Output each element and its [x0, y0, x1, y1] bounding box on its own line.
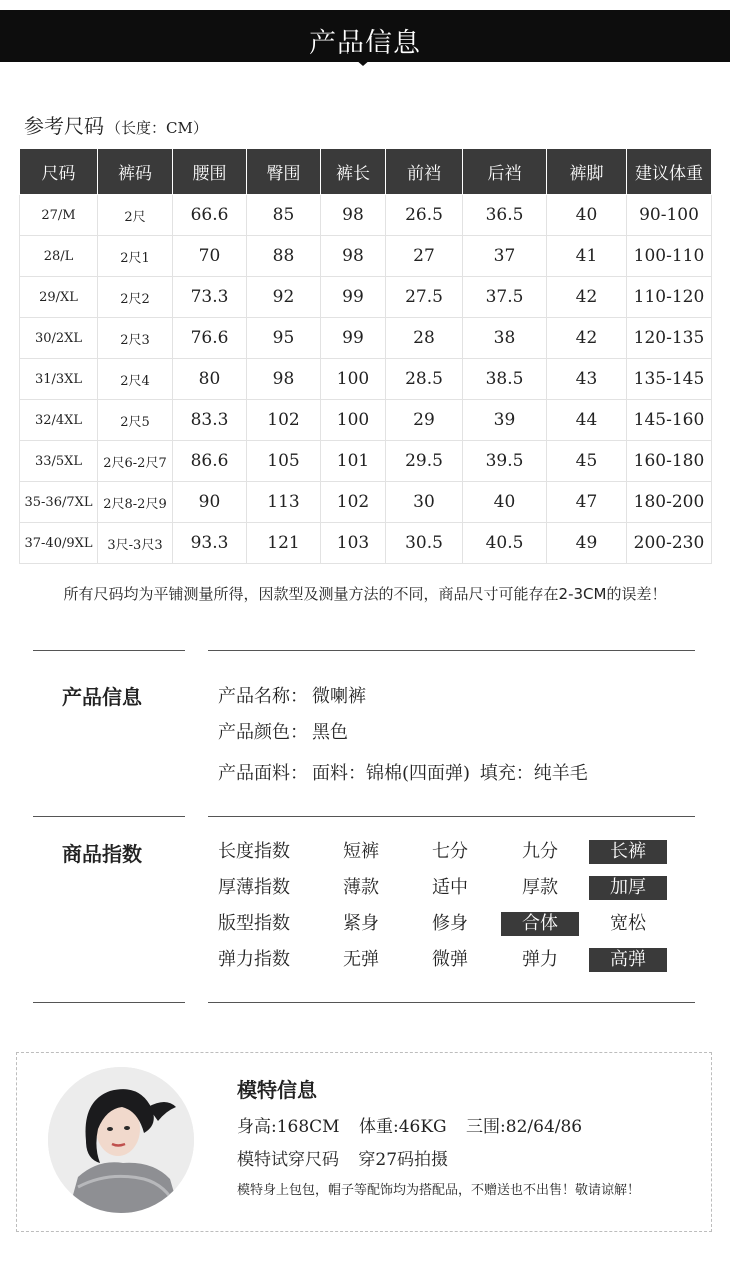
table-cell: 98 [321, 195, 386, 236]
column-header: 裤码 [98, 149, 173, 195]
table-cell: 33/5XL [20, 441, 98, 482]
product-fabric-value: 面料：锦棉(四面弹) [312, 763, 471, 784]
table-cell: 200-230 [627, 523, 712, 564]
product-color-label: 产品颜色： [218, 722, 308, 743]
table-cell: 101 [321, 441, 386, 482]
table-cell: 28 [386, 318, 463, 359]
table-cell: 102 [321, 482, 386, 523]
table-cell: 29/XL [20, 277, 98, 318]
table-cell: 47 [547, 482, 627, 523]
table-cell: 38.5 [463, 359, 547, 400]
divider [33, 650, 185, 651]
model-portrait-image [48, 1067, 194, 1213]
table-cell: 2尺4 [98, 359, 173, 400]
table-cell: 88 [247, 236, 321, 277]
table-cell: 80 [173, 359, 247, 400]
table-row [20, 318, 712, 359]
table-cell: 39.5 [463, 441, 547, 482]
index-option-selected: 长裤 [589, 840, 667, 864]
table-cell: 37-40/9XL [20, 523, 98, 564]
index-option: 弹力 [522, 949, 558, 970]
table-cell: 37 [463, 236, 547, 277]
banner-notch [347, 52, 379, 66]
unit-note: （长度：CM） [106, 119, 208, 137]
table-cell: 160-180 [627, 441, 712, 482]
table-cell: 38 [463, 318, 547, 359]
table-cell: 40.5 [463, 523, 547, 564]
divider [208, 650, 695, 651]
model-stats-line [237, 1112, 582, 1137]
model-fit-line [237, 1145, 448, 1170]
table-cell: 100 [321, 400, 386, 441]
table-cell: 180-200 [627, 482, 712, 523]
model-photo [48, 1067, 194, 1213]
table-cell: 29 [386, 400, 463, 441]
table-cell: 98 [247, 359, 321, 400]
table-cell: 40 [547, 195, 627, 236]
product-index-title: 商品指数 [62, 842, 142, 866]
product-fabric-line [218, 759, 588, 785]
table-cell: 43 [547, 359, 627, 400]
table-cell: 40 [463, 482, 547, 523]
product-name-line [218, 682, 366, 708]
size-table-header-row [20, 149, 712, 195]
table-cell: 90 [173, 482, 247, 523]
table-row [20, 236, 712, 277]
table-cell: 2尺8-2尺9 [98, 482, 173, 523]
table-cell: 42 [547, 318, 627, 359]
table-cell: 29.5 [386, 441, 463, 482]
table-row [20, 359, 712, 400]
index-option: 厚款 [522, 877, 558, 898]
table-cell: 41 [547, 236, 627, 277]
table-cell: 93.3 [173, 523, 247, 564]
table-cell: 86.6 [173, 441, 247, 482]
table-cell: 113 [247, 482, 321, 523]
table-cell: 76.6 [173, 318, 247, 359]
index-row-label: 版型指数 [218, 913, 290, 934]
divider [33, 1002, 185, 1003]
table-cell: 26.5 [386, 195, 463, 236]
product-color-value: 黑色 [312, 722, 348, 743]
index-row-label: 长度指数 [218, 841, 290, 862]
table-cell: 98 [321, 236, 386, 277]
divider [208, 816, 695, 817]
table-cell: 105 [247, 441, 321, 482]
index-option: 修身 [432, 913, 468, 934]
table-cell: 32/4XL [20, 400, 98, 441]
index-option: 薄款 [343, 877, 379, 898]
table-cell: 36.5 [463, 195, 547, 236]
table-cell: 2尺 [98, 195, 173, 236]
index-option: 适中 [432, 877, 468, 898]
column-header: 建议体重 [627, 149, 712, 195]
divider [208, 1002, 695, 1003]
size-disclaimer: 所有尺码均为平铺测量所得，因款型及测量方法的不同，商品尺寸可能存在2-3CM的误差！ [63, 585, 667, 603]
table-cell: 66.6 [173, 195, 247, 236]
column-header: 裤长 [321, 149, 386, 195]
product-name-label: 产品名称： [218, 686, 308, 707]
model-info-title: 模特信息 [237, 1078, 317, 1102]
size-chart-title: 参考尺码 [24, 114, 104, 138]
table-cell: 2尺2 [98, 277, 173, 318]
table-cell: 121 [247, 523, 321, 564]
table-row [20, 195, 712, 236]
product-color-line [218, 718, 348, 744]
table-cell: 2尺3 [98, 318, 173, 359]
index-option: 七分 [432, 841, 468, 862]
column-header: 尺码 [20, 149, 98, 195]
table-cell: 145-160 [627, 400, 712, 441]
table-row [20, 441, 712, 482]
column-header: 前裆 [386, 149, 463, 195]
table-cell: 135-145 [627, 359, 712, 400]
model-measurements: 三围:82/64/86 [466, 1117, 583, 1137]
table-cell: 103 [321, 523, 386, 564]
model-height: 身高:168CM [237, 1117, 340, 1137]
table-cell: 27/M [20, 195, 98, 236]
table-row [20, 482, 712, 523]
model-fit-value: 穿27码拍摄 [358, 1150, 449, 1170]
index-option: 宽松 [610, 913, 646, 934]
table-cell: 100-110 [627, 236, 712, 277]
model-weight: 体重:46KG [359, 1117, 447, 1137]
table-cell: 30 [386, 482, 463, 523]
table-cell: 70 [173, 236, 247, 277]
size-table [19, 148, 712, 564]
table-cell: 73.3 [173, 277, 247, 318]
table-cell: 49 [547, 523, 627, 564]
table-cell: 99 [321, 277, 386, 318]
product-info-title: 产品信息 [62, 685, 142, 709]
table-cell: 2尺6-2尺7 [98, 441, 173, 482]
index-option-selected: 合体 [501, 912, 579, 936]
table-row [20, 277, 712, 318]
index-option: 九分 [522, 841, 558, 862]
index-row-label: 厚薄指数 [218, 877, 290, 898]
product-name-value: 微喇裤 [312, 686, 366, 707]
table-cell: 3尺-3尺3 [98, 523, 173, 564]
column-header: 后裆 [463, 149, 547, 195]
table-cell: 99 [321, 318, 386, 359]
table-cell: 28/L [20, 236, 98, 277]
column-header: 臀围 [247, 149, 321, 195]
table-row [20, 400, 712, 441]
table-cell: 35-36/7XL [20, 482, 98, 523]
model-accessory-note: 模特身上包包，帽子等配饰均为搭配品，不赠送也不出售！敬请谅解！ [237, 1183, 641, 1198]
table-cell: 39 [463, 400, 547, 441]
model-fit-label: 模特试穿尺码 [237, 1150, 339, 1170]
index-option: 微弹 [432, 949, 468, 970]
table-cell: 102 [247, 400, 321, 441]
table-cell: 27.5 [386, 277, 463, 318]
table-cell: 27 [386, 236, 463, 277]
table-cell: 44 [547, 400, 627, 441]
table-cell: 83.3 [173, 400, 247, 441]
table-row [20, 523, 712, 564]
table-cell: 110-120 [627, 277, 712, 318]
table-cell: 30.5 [386, 523, 463, 564]
table-cell: 2尺5 [98, 400, 173, 441]
banner-title: 产品信息 [309, 28, 421, 59]
index-option: 紧身 [343, 913, 379, 934]
size-chart-heading [24, 110, 208, 139]
table-cell: 45 [547, 441, 627, 482]
table-cell: 92 [247, 277, 321, 318]
table-cell: 2尺1 [98, 236, 173, 277]
table-cell: 100 [321, 359, 386, 400]
table-cell: 28.5 [386, 359, 463, 400]
table-cell: 31/3XL [20, 359, 98, 400]
table-cell: 30/2XL [20, 318, 98, 359]
index-option-selected: 加厚 [589, 876, 667, 900]
column-header: 腰围 [173, 149, 247, 195]
index-option-selected: 高弹 [589, 948, 667, 972]
product-fill-value: 填充：纯羊毛 [479, 763, 588, 784]
table-cell: 120-135 [627, 318, 712, 359]
index-row-label: 弹力指数 [218, 949, 290, 970]
table-cell: 37.5 [463, 277, 547, 318]
divider [33, 816, 185, 817]
column-header: 裤脚 [547, 149, 627, 195]
product-fabric-label: 产品面料： [218, 763, 308, 784]
table-cell: 85 [247, 195, 321, 236]
table-cell: 95 [247, 318, 321, 359]
index-option: 无弹 [343, 949, 379, 970]
table-cell: 42 [547, 277, 627, 318]
table-cell: 90-100 [627, 195, 712, 236]
index-option: 短裤 [343, 841, 379, 862]
